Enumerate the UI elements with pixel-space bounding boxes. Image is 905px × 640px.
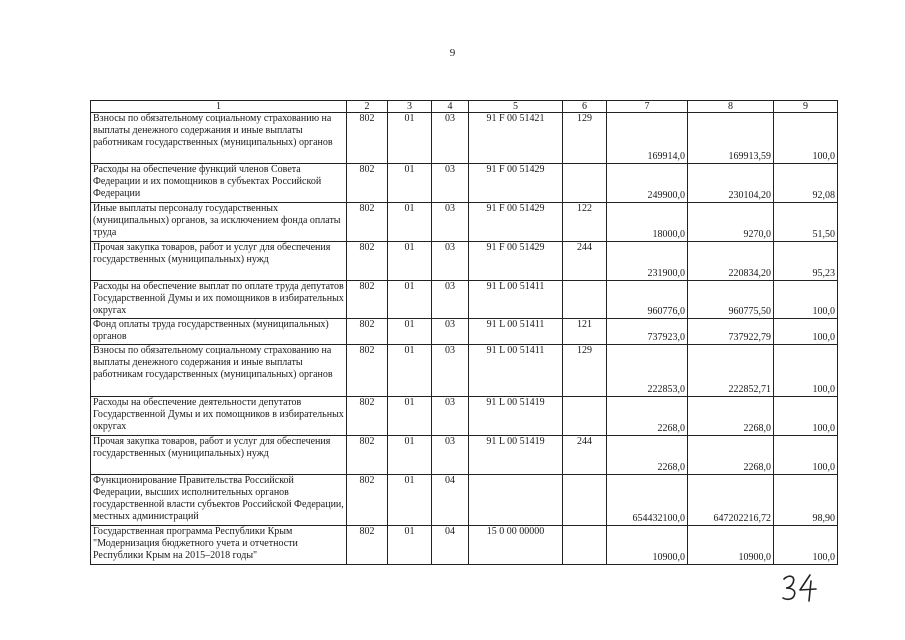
table-row	[91, 281, 838, 319]
executed-amount: 230104,20	[688, 164, 774, 203]
expense-type-code: 122	[563, 203, 607, 242]
department-code: 802	[347, 203, 388, 242]
subsection-code: 03	[432, 113, 469, 164]
table-row	[91, 397, 838, 436]
target-article-code: 91 F 00 51429	[469, 164, 563, 203]
budget-table	[90, 100, 838, 565]
planned-amount: 2268,0	[607, 436, 688, 475]
subsection-code: 03	[432, 436, 469, 475]
department-code: 802	[347, 164, 388, 203]
execution-percent: 100,0	[774, 526, 838, 565]
column-header: 7	[607, 101, 688, 113]
department-code: 802	[347, 397, 388, 436]
execution-percent: 100,0	[774, 397, 838, 436]
planned-amount: 18000,0	[607, 203, 688, 242]
planned-amount: 249900,0	[607, 164, 688, 203]
execution-percent: 100,0	[774, 319, 838, 345]
header-row	[91, 101, 838, 113]
execution-percent: 98,90	[774, 475, 838, 526]
planned-amount: 222853,0	[607, 345, 688, 397]
target-article-code: 91 L 00 51411	[469, 281, 563, 319]
target-article-code: 91 F 00 51421	[469, 113, 563, 164]
department-code: 802	[347, 281, 388, 319]
execution-percent: 100,0	[774, 113, 838, 164]
column-header: 9	[774, 101, 838, 113]
column-header: 1	[91, 101, 347, 113]
target-article-code: 91 L 00 51411	[469, 345, 563, 397]
expense-type-code: 244	[563, 242, 607, 281]
section-code: 01	[388, 281, 432, 319]
executed-amount: 220834,20	[688, 242, 774, 281]
execution-percent: 92,08	[774, 164, 838, 203]
planned-amount: 2268,0	[607, 397, 688, 436]
section-code: 01	[388, 526, 432, 565]
expense-name: Государственная программа Республики Крым "Модернизация бюджетного учета и отчетности Республики Крым на 2015–2018 годы"	[91, 526, 347, 565]
department-code: 802	[347, 526, 388, 565]
table-row	[91, 113, 838, 164]
section-code: 01	[388, 475, 432, 526]
target-article-code: 91 L 00 51419	[469, 436, 563, 475]
expense-type-code	[563, 526, 607, 565]
expense-name: Фонд оплаты труда государственных (муниципальных) органов	[91, 319, 347, 345]
section-code: 01	[388, 319, 432, 345]
table-row	[91, 436, 838, 475]
table-row	[91, 242, 838, 281]
expense-name: Расходы на обеспечение деятельности депутатов Государственной Думы и их помощников в избирательных округах	[91, 397, 347, 436]
execution-percent: 95,23	[774, 242, 838, 281]
page-number: 9	[449, 47, 456, 59]
executed-amount: 737922,79	[688, 319, 774, 345]
target-article-code	[469, 475, 563, 526]
target-article-code: 91 F 00 51429	[469, 242, 563, 281]
handwritten-page-mark	[780, 572, 820, 602]
target-article-code: 91 L 00 51419	[469, 397, 563, 436]
department-code: 802	[347, 319, 388, 345]
department-code: 802	[347, 113, 388, 164]
section-code: 01	[388, 203, 432, 242]
expense-type-code: 121	[563, 319, 607, 345]
department-code: 802	[347, 436, 388, 475]
expense-name: Иные выплаты персоналу государственных (муниципальных) органов, за исключением фонда оплаты труда	[91, 203, 347, 242]
executed-amount: 647202216,72	[688, 475, 774, 526]
section-code: 01	[388, 436, 432, 475]
execution-percent: 100,0	[774, 436, 838, 475]
subsection-code: 03	[432, 203, 469, 242]
column-header: 2	[347, 101, 388, 113]
column-header: 6	[563, 101, 607, 113]
target-article-code: 91 L 00 51411	[469, 319, 563, 345]
executed-amount: 169913,59	[688, 113, 774, 164]
planned-amount: 737923,0	[607, 319, 688, 345]
table-row	[91, 203, 838, 242]
column-header: 4	[432, 101, 469, 113]
table-row	[91, 526, 838, 565]
section-code: 01	[388, 242, 432, 281]
column-header: 3	[388, 101, 432, 113]
expense-name: Функционирование Правительства Российской Федерации, высших исполнительных органов государственной власти субъектов Российской Федерации, местных администраций	[91, 475, 347, 526]
department-code: 802	[347, 475, 388, 526]
expense-type-code	[563, 281, 607, 319]
planned-amount: 169914,0	[607, 113, 688, 164]
expense-type-code	[563, 475, 607, 526]
column-header: 8	[688, 101, 774, 113]
execution-percent: 100,0	[774, 281, 838, 319]
planned-amount: 960776,0	[607, 281, 688, 319]
expense-name: Прочая закупка товаров, работ и услуг для обеспечения государственных (муниципальных) нужд	[91, 436, 347, 475]
expense-type-code	[563, 164, 607, 203]
planned-amount: 231900,0	[607, 242, 688, 281]
section-code: 01	[388, 164, 432, 203]
table-row	[91, 164, 838, 203]
subsection-code: 04	[432, 526, 469, 565]
target-article-code: 15 0 00 00000	[469, 526, 563, 565]
subsection-code: 03	[432, 319, 469, 345]
executed-amount: 960775,50	[688, 281, 774, 319]
executed-amount: 2268,0	[688, 397, 774, 436]
department-code: 802	[347, 345, 388, 397]
expense-name: Взносы по обязательному социальному страхованию на выплаты денежного содержания и иные выплаты работникам государственных (муниципальных) органов	[91, 113, 347, 164]
executed-amount: 9270,0	[688, 203, 774, 242]
expense-name: Расходы на обеспечение выплат по оплате труда депутатов Государственной Думы и их помощников в избирательных округах	[91, 281, 347, 319]
executed-amount: 2268,0	[688, 436, 774, 475]
table-row	[91, 475, 838, 526]
table-row	[91, 319, 838, 345]
department-code: 802	[347, 242, 388, 281]
subsection-code: 04	[432, 475, 469, 526]
subsection-code: 03	[432, 281, 469, 319]
expense-type-code: 129	[563, 345, 607, 397]
expense-type-code	[563, 397, 607, 436]
planned-amount: 654432100,0	[607, 475, 688, 526]
executed-amount: 222852,71	[688, 345, 774, 397]
subsection-code: 03	[432, 397, 469, 436]
section-code: 01	[388, 345, 432, 397]
executed-amount: 10900,0	[688, 526, 774, 565]
execution-percent: 100,0	[774, 345, 838, 397]
expense-name: Прочая закупка товаров, работ и услуг для обеспечения государственных (муниципальных) нужд	[91, 242, 347, 281]
expense-name: Взносы по обязательному социальному страхованию на выплаты денежного содержания и иные выплаты работникам государственных (муниципальных) органов	[91, 345, 347, 397]
subsection-code: 03	[432, 345, 469, 397]
expense-type-code: 129	[563, 113, 607, 164]
execution-percent: 51,50	[774, 203, 838, 242]
expense-name: Расходы на обеспечение функций членов Совета Федерации и их помощников в субъектах Российской Федерации	[91, 164, 347, 203]
column-header: 5	[469, 101, 563, 113]
planned-amount: 10900,0	[607, 526, 688, 565]
subsection-code: 03	[432, 164, 469, 203]
expense-type-code: 244	[563, 436, 607, 475]
target-article-code: 91 F 00 51429	[469, 203, 563, 242]
table-row	[91, 345, 838, 397]
subsection-code: 03	[432, 242, 469, 281]
section-code: 01	[388, 113, 432, 164]
section-code: 01	[388, 397, 432, 436]
